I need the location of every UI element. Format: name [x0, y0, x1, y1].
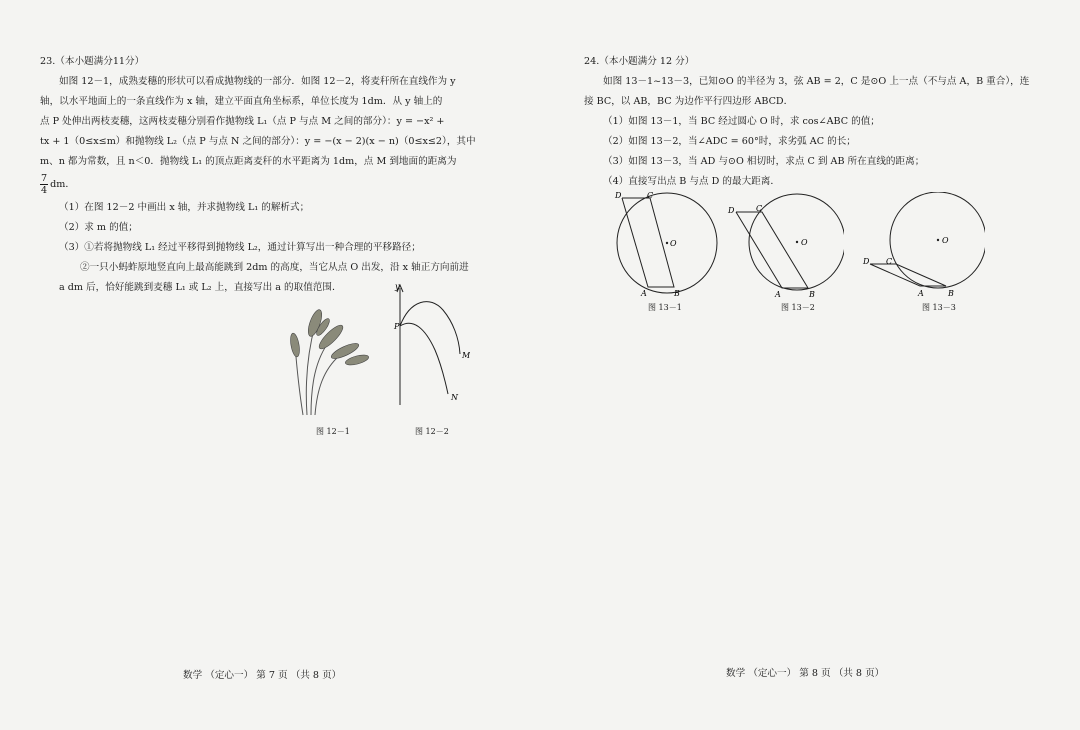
figure-12-2-coordinates: [385, 280, 470, 410]
figure-13-2-caption: 图 13－2: [781, 303, 815, 312]
q24-line-1: 如图 13－1~13－3，已知⊙O 的半径为 3，弦 AB = 2，C 是⊙O 上一点（不与点 A，B 重合），连: [603, 76, 1030, 87]
q23-part-3b: ②一只小蚂蚱原地竖直向上最高能跳到 2dm 的高度，当它从点 O 出发，沿 x 轴正方向前进: [80, 262, 469, 273]
figure-13-1-caption: 图 13－1: [648, 303, 682, 312]
fig13-2-label-O: O: [801, 238, 808, 247]
fig13-1-label-A: A: [641, 289, 647, 298]
q23-part-3a: （3）①若将抛物线 L₁ 经过平移得到抛物线 L₂，通过计算写出一种合理的平移路径；: [59, 242, 421, 253]
q23-header: 23.（本小题满分11分）: [40, 56, 145, 67]
q24-line-2: 接 BC，以 AB，BC 为边作平行四边形 ABCD．: [584, 96, 794, 107]
fig13-2-label-D: D: [728, 206, 735, 215]
figure-12-1-wheat: [285, 305, 375, 420]
q23-line-3: 点 P 处伸出两枝麦穗，这两枝麦穗分别看作抛物线 L₁（点 P 与点 M 之间的部分）：y = −x² +: [40, 116, 445, 127]
question-24: [584, 52, 1030, 192]
fig13-3-label-C: C: [886, 257, 893, 266]
fig13-2-label-B: B: [809, 290, 815, 299]
fig13-3-label-A: A: [918, 289, 924, 298]
q24-part-1: （1）如图 13－1，当 BC 经过圆心 O 时，求 cos∠ABC 的值；: [603, 116, 880, 127]
figure-12-1-caption: 图 12－1: [316, 427, 350, 436]
label-N: N: [451, 393, 458, 402]
q24-part-4: （4）直接写出点 B 与点 D 的最大距离．: [603, 176, 780, 187]
fig13-2-label-A: A: [775, 290, 781, 299]
fig13-3-label-B: B: [948, 289, 954, 298]
figure-13-3-caption: 图 13－3: [922, 303, 956, 312]
q23-line-2: 轴，以水平地面上的一条直线作为 x 轴，建立平面直角坐标系，单位长度为 1dm．从 y 轴上的: [40, 96, 443, 107]
label-P: P: [394, 322, 400, 331]
q24-part-2: （2）如图 13－2，当∠ADC = 60°时，求劣弧 AC 的长；: [603, 136, 856, 147]
fig13-1-label-O: O: [670, 239, 677, 248]
q23-part-1: （1）在图 12－2 中画出 x 轴，并求抛物线 L₁ 的解析式；: [59, 202, 310, 213]
right-page-footer: 数学 （定心一） 第 8 页 （共 8 页）: [726, 668, 885, 679]
q23-part-2: （2）求 m 的值；: [59, 222, 138, 233]
q23-fraction-line: $\frac{7}{4}$ dm．: [41, 173, 75, 196]
figure-12-2-caption: 图 12－2: [415, 427, 449, 436]
q24-part-3: （3）如图 13－3，当 AD 与⊙O 相切时，求点 C 到 AB 所在直线的距离；: [603, 156, 925, 167]
fig13-1-label-C: C: [647, 191, 654, 200]
q23-line-4: tx + 1（0≤x≤m）和抛物线 L₂（点 P 与点 N 之间的部分）：y = −(x − 2)(x − n)（0≤x≤2），其中: [40, 136, 476, 147]
fig13-1-label-B: B: [674, 289, 680, 298]
fig13-3-label-D: D: [863, 257, 870, 266]
q23-part-3c: a dm 后，恰好能跳到麦穗 L₁ 或 L₂ 上，直接写出 a 的取值范围．: [59, 282, 342, 293]
fig13-1-label-D: D: [615, 191, 622, 200]
figure-13-3: [860, 192, 985, 302]
question-23: [40, 52, 480, 298]
q23-line-1: 如图 12－1，成熟麦穗的形状可以看成抛物线的一部分．如图 12－2，将麦秆所在直线作为 y: [59, 76, 456, 87]
label-y: y: [395, 282, 400, 291]
fig13-2-label-C: C: [756, 204, 763, 213]
q24-header: 24.（本小题满分 12 分）: [584, 56, 695, 67]
fraction-7-4: $\frac{7}{4}$: [41, 173, 48, 196]
figure-13-2: [724, 192, 844, 302]
label-M: M: [462, 351, 470, 360]
right-page: [540, 0, 1080, 730]
figure-13-1: [612, 188, 722, 303]
left-page-footer: 数学 （定心一） 第 7 页 （共 8 页）: [183, 670, 342, 681]
q23-line-5: m、n 都为常数，且 n＜0．抛物线 L₁ 的顶点距离麦秆的水平距离为 1dm，点 M 到地面的距离为: [40, 156, 457, 167]
fig13-3-label-O: O: [942, 236, 949, 245]
